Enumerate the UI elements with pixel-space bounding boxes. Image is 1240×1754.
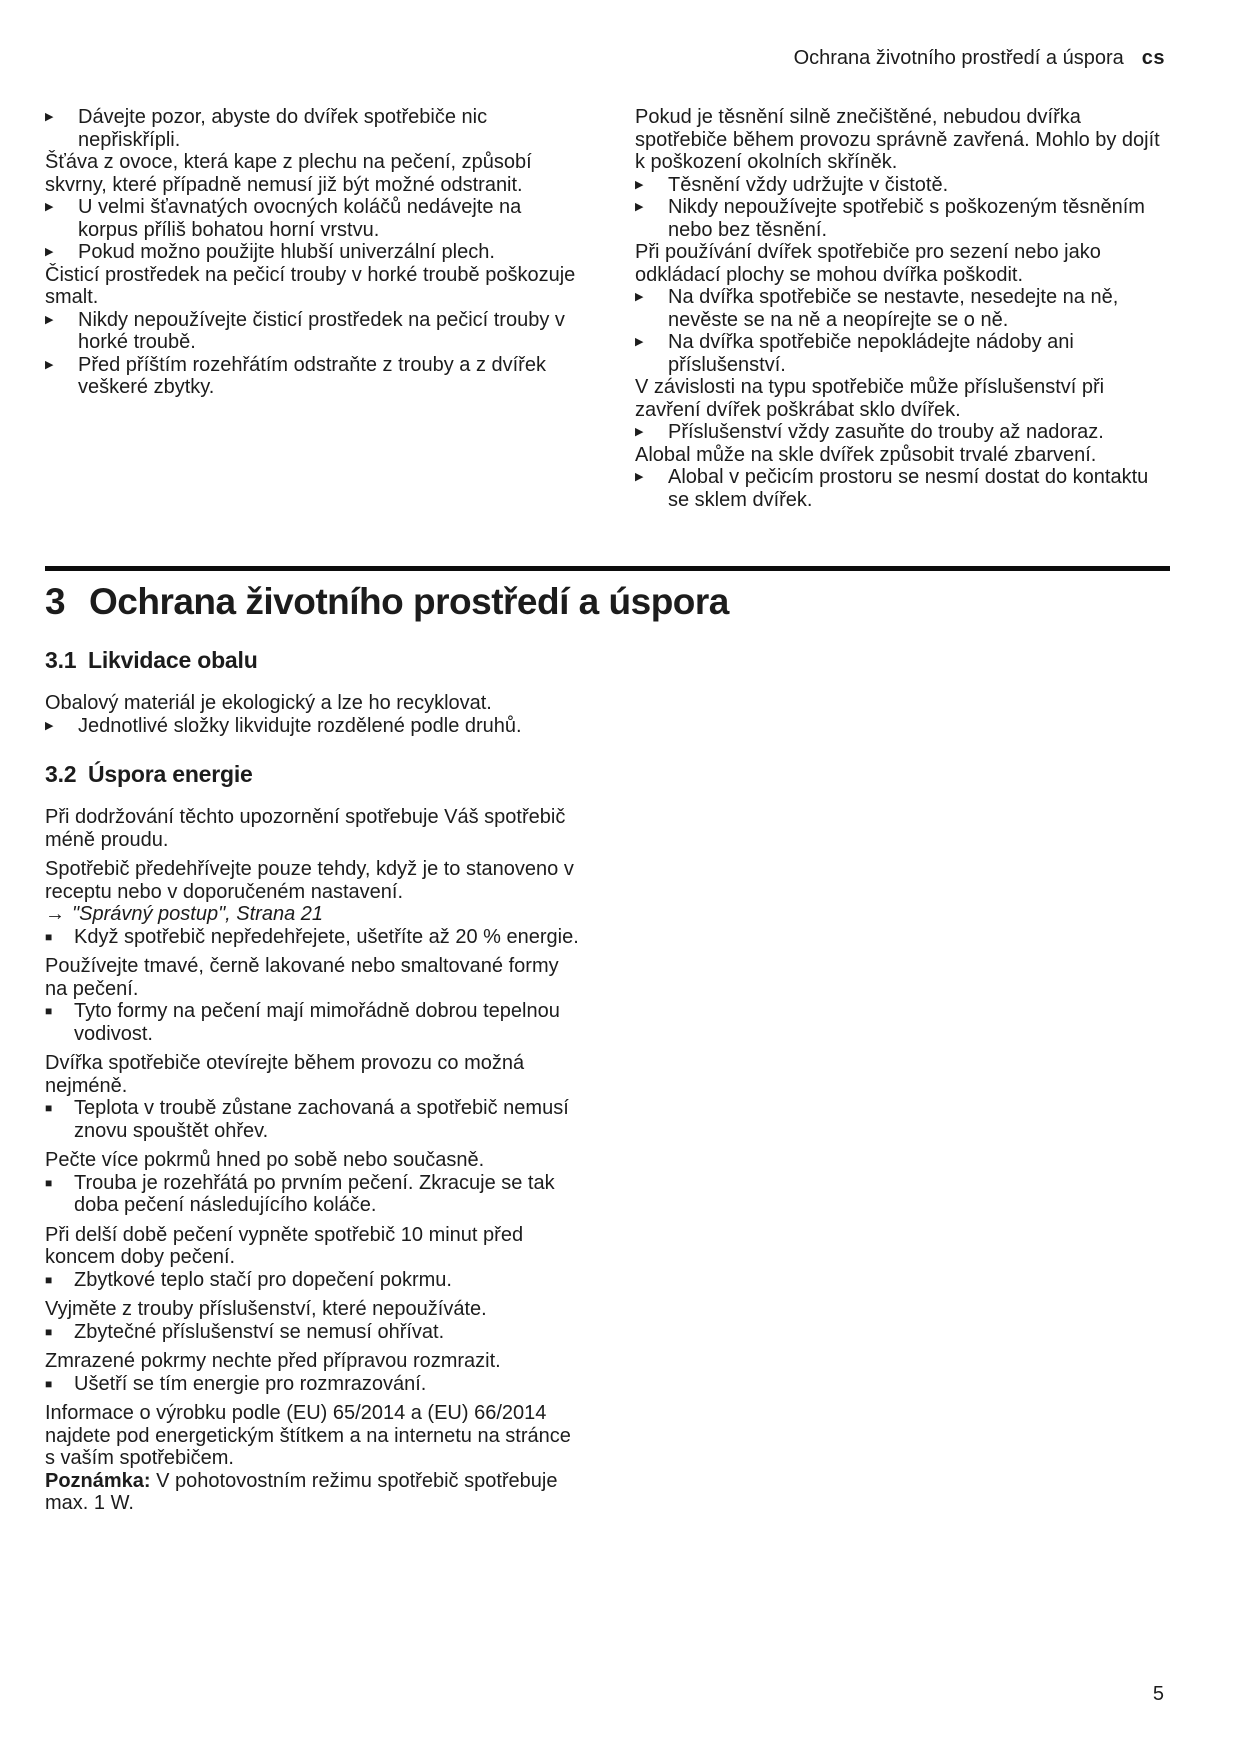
triangle-bullet-icon: ▶ <box>45 358 54 371</box>
subsection-heading-likvidace-obalu <box>45 647 580 674</box>
note-list-item <box>45 1470 580 1515</box>
square-bullet-icon: ■ <box>45 1004 53 1018</box>
block-text: Dvířka spotřebiče otevírejte během provozu co možná nejméně. <box>45 1052 525 1097</box>
triangle-list-item <box>45 196 580 241</box>
square-bullet-icon: ■ <box>45 929 53 944</box>
block-text: Alobal může na skle dvířek způsobit trvalé zbarvení. <box>635 443 1097 466</box>
paragraph <box>45 1298 580 1321</box>
block-text: Poznámka: V pohotovostním režimu spotřebič spotřebuje max. 1 W. <box>45 1469 558 1514</box>
triangle-list-item <box>45 309 580 354</box>
paragraph-group <box>45 858 580 948</box>
triangle-list-item <box>635 286 1170 331</box>
triangle-list-item <box>635 466 1170 511</box>
square-list-item <box>45 1269 580 1292</box>
block-text: Ušetří se tím energie pro rozmrazování. <box>74 1372 427 1395</box>
block-text: Příslušenství vždy zasuňte do trouby až nadoraz. <box>668 421 1104 443</box>
triangle-bullet-icon: ▶ <box>45 246 54 258</box>
intro-columns <box>45 106 1170 511</box>
triangle-bullet-icon: ▶ <box>45 201 54 213</box>
paragraph-group <box>45 1298 580 1343</box>
triangle-list-item <box>635 331 1170 376</box>
subsection-body-uspora-energie <box>45 806 580 1515</box>
block-text: Při používání dvířek spotřebiče pro sezení nebo jako odkládací plochy se mohou dvířka poškodit. <box>635 241 1101 286</box>
paragraph <box>635 444 1170 467</box>
triangle-bullet-icon: ▶ <box>635 336 644 348</box>
language-code: cs <box>1141 47 1165 69</box>
triangle-bullet-icon: ▶ <box>635 178 644 191</box>
block-text: Používejte tmavé, černě lakované nebo smaltované formy na pečení. <box>45 955 559 1000</box>
paragraph-group <box>45 806 580 851</box>
square-list-item <box>45 1172 580 1217</box>
paragraph-group <box>45 1402 580 1515</box>
paragraph <box>45 1350 580 1373</box>
paragraph <box>45 1052 580 1097</box>
block-text: Trouba je rozehřátá po prvním pečení. Zkracuje se tak doba pečení následujícího koláče. <box>74 1171 555 1216</box>
block-text: Při delší době pečení vypněte spotřebič 10 minut před koncem doby pečení. <box>45 1223 524 1268</box>
square-list-item <box>45 1097 580 1142</box>
square-list-item <box>45 926 580 949</box>
square-list-item <box>45 1373 580 1396</box>
paragraph <box>45 1402 580 1470</box>
block-text: "Správný postup", Strana 21 <box>72 903 324 925</box>
block-text: Zmrazené pokrmy nechte před přípravou rozmrazit. <box>45 1350 501 1372</box>
block-text: Těsnění vždy udržujte v čistotě. <box>668 173 949 196</box>
triangle-list-item <box>635 421 1170 444</box>
block-text: Na dvířka spotřebiče se nestavte, nesedejte na ně, nevěste se na ně a neopírejte se o ně. <box>668 286 1119 331</box>
block-text: Když spotřebič nepředehřejete, ušetříte až 20 % energie. <box>74 925 579 948</box>
block-text: Teplota v troubě zůstane zachovaná a spotřebič nemusí znovu spouštět ohřev. <box>74 1097 569 1142</box>
paragraph-group <box>45 106 580 399</box>
block-text: Pokud je těsnění silně znečištěné, nebudou dvířka spotřebiče během provozu správně zavřená. Mohlo by dojít k poškození okolních skříněk. <box>635 106 1160 173</box>
subsection-heading-uspora-energie <box>45 761 580 788</box>
paragraph <box>45 692 580 715</box>
block-text: Před příštím rozehřátím odstraňte z trouby a z dvířek veškeré zbytky. <box>78 353 546 398</box>
block-text: Zbytečné příslušenství se nemusí ohřívat. <box>74 1320 445 1343</box>
paragraph <box>45 1224 580 1269</box>
triangle-list-item <box>635 196 1170 241</box>
square-bullet-icon: ■ <box>45 1101 53 1115</box>
square-bullet-icon: ■ <box>45 1376 53 1391</box>
block-text: Čisticí prostředek na pečicí trouby v horké troubě poškozuje smalt. <box>45 263 576 308</box>
triangle-bullet-icon: ▶ <box>45 313 54 326</box>
paragraph <box>45 806 580 851</box>
section-title: Ochrana životního prostředí a úspora <box>89 581 729 622</box>
square-bullet-icon: ■ <box>45 1324 53 1339</box>
triangle-list-item <box>45 715 580 738</box>
subsection-title: Úspora energie <box>88 761 253 787</box>
paragraph <box>45 264 580 309</box>
triangle-bullet-icon: ▶ <box>635 471 644 483</box>
triangle-bullet-icon: ▶ <box>45 719 54 732</box>
block-text: Tyto formy na pečení mají mimořádně dobrou tepelnou vodivost. <box>74 1000 560 1045</box>
paragraph-group <box>45 1224 580 1292</box>
block-text: U velmi šťavnatých ovocných koláčů nedávejte na korpus příliš bohatou horní vrstvu. <box>78 196 522 241</box>
paragraph <box>45 1149 580 1172</box>
note-label: Poznámka: <box>45 1469 157 1492</box>
block-text: Vyjměte z trouby příslušenství, které nepoužíváte. <box>45 1298 487 1320</box>
paragraph <box>45 955 580 1000</box>
paragraph <box>45 151 580 196</box>
paragraph <box>635 106 1170 174</box>
section-content <box>45 647 580 1515</box>
arrow-list-item <box>45 903 580 926</box>
section-heading <box>45 581 1170 623</box>
running-header-title: Ochrana životního prostředí a úspora <box>793 47 1124 69</box>
block-text: Obalový materiál je ekologický a lze ho recyklovat. <box>45 692 492 714</box>
arrow-icon: → <box>45 903 65 925</box>
paragraph-group <box>635 106 1170 511</box>
block-text: Dávejte pozor, abyste do dvířek spotřebiče nic nepřiskřípli. <box>78 106 488 151</box>
triangle-list-item <box>45 354 580 399</box>
block-text: Šťáva z ovoce, která kape z plechu na pečení, způsobí skvrny, které případně nemusí již být možné odstranit. <box>45 151 532 196</box>
running-header <box>794 46 1165 70</box>
triangle-list-item <box>45 106 580 151</box>
block-text: Informace o výrobku podle (EU) 65/2014 a (EU) 66/2014 najdete pod energetickým štítkem a na internetu na stránce s vaším spotřebičem. <box>45 1402 571 1469</box>
block-text: Jednotlivé složky likvidujte rozdělené podle druhů. <box>78 714 522 737</box>
block-text: Alobal v pečicím prostoru se nesmí dostat do kontaktu se sklem dvířek. <box>668 466 1149 511</box>
triangle-bullet-icon: ▶ <box>635 201 644 213</box>
triangle-list-item <box>45 241 580 264</box>
paragraph-group <box>45 692 580 737</box>
section-number: 3 <box>45 581 66 622</box>
square-bullet-icon: ■ <box>45 1175 53 1190</box>
intro-right-column <box>635 106 1170 511</box>
block-text: Na dvířka spotřebiče nepokládejte nádoby ani příslušenství. <box>668 331 1074 376</box>
block-text: Spotřebič předehřívejte pouze tehdy, když je to stanoveno v receptu nebo v doporučeném nastavení. <box>45 858 574 903</box>
paragraph-group <box>45 1052 580 1142</box>
block-text: Při dodržování těchto upozornění spotřebuje Váš spotřebič méně proudu. <box>45 806 566 851</box>
subsection-body-likvidace-obalu <box>45 692 580 737</box>
square-list-item <box>45 1321 580 1344</box>
subsection-number: 3.1 <box>45 647 77 673</box>
page-number: 5 <box>1152 1683 1164 1705</box>
triangle-bullet-icon: ▶ <box>45 111 54 123</box>
block-text: Pokud možno použijte hlubší univerzální plech. <box>78 241 495 263</box>
triangle-list-item <box>635 174 1170 197</box>
paragraph <box>635 241 1170 286</box>
subsection-title: Likvidace obalu <box>88 647 258 673</box>
block-text: Pečte více pokrmů hned po sobě nebo současně. <box>45 1149 485 1171</box>
block-text: Nikdy nepoužívejte čisticí prostředek na pečicí trouby v horké troubě. <box>78 308 565 353</box>
square-bullet-icon: ■ <box>45 1272 53 1287</box>
paragraph-group <box>45 955 580 1045</box>
section-divider-rule <box>45 566 1170 571</box>
triangle-bullet-icon: ▶ <box>635 426 644 438</box>
block-text: V závislosti na typu spotřebiče může příslušenství při zavření dvířek poškrábat sklo dvířek. <box>635 376 1105 421</box>
subsection-number: 3.2 <box>45 761 77 787</box>
paragraph <box>45 858 580 903</box>
paragraph <box>635 376 1170 421</box>
triangle-bullet-icon: ▶ <box>635 291 644 303</box>
paragraph-group <box>45 1149 580 1217</box>
block-text: Zbytkové teplo stačí pro dopečení pokrmu. <box>74 1268 452 1291</box>
paragraph-group <box>45 1350 580 1395</box>
block-text: Nikdy nepoužívejte spotřebič s poškozeným těsněním nebo bez těsnění. <box>668 196 1145 241</box>
square-list-item <box>45 1000 580 1045</box>
intro-left-column <box>45 106 580 511</box>
section-area <box>45 581 1170 1515</box>
